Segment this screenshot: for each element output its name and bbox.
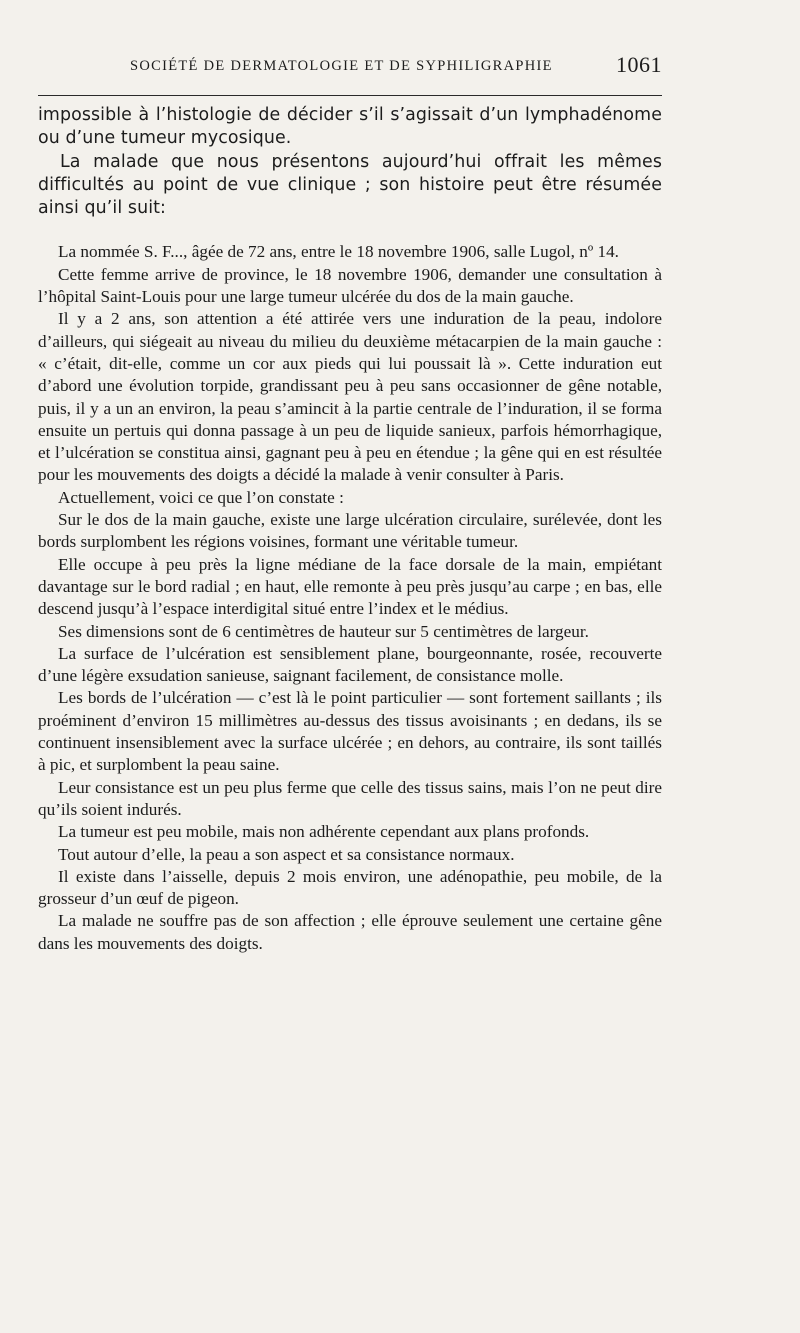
intro-section (38, 104, 662, 220)
page-number: 1061 (616, 52, 662, 77)
running-title: SOCIÉTÉ DE DERMATOLOGIE ET DE SYPHILIGRAPHIE (130, 58, 553, 74)
intro-paragraph: impossible à l’histologie de décider s’il s’agissait d’un lymphadénome ou d’une tumeur mycosique. (38, 105, 662, 149)
header-rule (38, 95, 662, 96)
paragraph: La surface de l’ulcération est sensiblement plane, bourgeonnante, rosée, recouverte d’une légère exsudation sanieuse, saignant facilement, de consistance molle. (38, 643, 662, 686)
paragraph: Actuellement, voici ce que l’on constate : (58, 487, 344, 507)
paragraph: Ses dimensions sont de 6 centimètres de hauteur sur 5 centimètres de largeur. (58, 621, 589, 641)
paragraph: Cette femme arrive de province, le 18 novembre 1906, demander une consultation à l’hôpital Saint-Louis pour une large tumeur ulcérée du dos de la main gauche. (38, 264, 662, 307)
paragraph: Il existe dans l’aisselle, depuis 2 mois environ, une adénopathie, peu mobile, de la grosseur d’un œuf de pigeon. (38, 866, 662, 909)
paragraph: Les bords de l’ulcération — c’est là le point particulier — sont fortement saillants ; ils proéminent d’environ 15 millimètres au-dessus des tissus avoisinants ; en dedans, ils se continuent insensiblement avec la surface ulcérée ; en dehors, au contraire, ils sont taillés à pic, et surplombent la peau saine. (38, 688, 662, 775)
paragraph: Il y a 2 ans, son attention a été attirée vers une induration de la peau, indolore d’ailleurs, qui siégeait au niveau du milieu du deuxième métacarpien de la main gauche : « c’était, dit-elle, comme un cor aux pieds qui lui poussait là ». Cette induration eut d’abord une évolution torpide, grandissant peu à peu sans occasionner de gêne notable, puis, il y a un an environ, la peau s’amincit à la partie centrale de l’induration, il se forma ensuite un pertuis qui donna passage à un peu de liquide sanieux, parfois hémorrhagique, et l’ulcération se constitua ainsi, gagnant peu à peu en étendue ; la gêne qui en est résultée pour les mouvements des doigts a décidé la malade à venir consulter à Paris. (38, 309, 662, 485)
paragraph: La nommée S. F..., âgée de 72 ans, entre le 18 novembre 1906, salle Lugol, nº 14. (58, 242, 619, 262)
paragraph: Elle occupe à peu près la ligne médiane de la face dorsale de la main, empiétant davantage sur le bord radial ; en haut, elle remonte à peu près jusqu’au carpe ; en bas, elle descend jusqu’à l’espace interdigital situé entre l’index et le médius. (38, 554, 662, 619)
paragraph: Tout autour d’elle, la peau a son aspect et sa consistance normaux. (58, 844, 515, 864)
paragraph: La tumeur est peu mobile, mais non adhérente cependant aux plans profonds. (58, 822, 590, 842)
running-head (38, 54, 662, 80)
paragraph: La malade ne souffre pas de son affection ; elle éprouve seulement une certaine gêne dans les mouvements des doigts. (38, 911, 662, 953)
intro-paragraph: La malade que nous présentons aujourd’hui offrait les mêmes difficultés au point de vue clinique ; son histoire peut être résumée ainsi qu’il suit: (38, 151, 662, 219)
case-report (38, 241, 662, 955)
paragraph: Leur consistance est un peu plus ferme que celle des tissus sains, mais l’on ne peut dire qu’ils soient indurés. (38, 777, 662, 819)
text-body (38, 104, 662, 955)
paragraph: Sur le dos de la main gauche, existe une large ulcération circulaire, surélevée, dont les bords surplombent les régions voisines, formant une véritable tumeur. (38, 510, 662, 552)
